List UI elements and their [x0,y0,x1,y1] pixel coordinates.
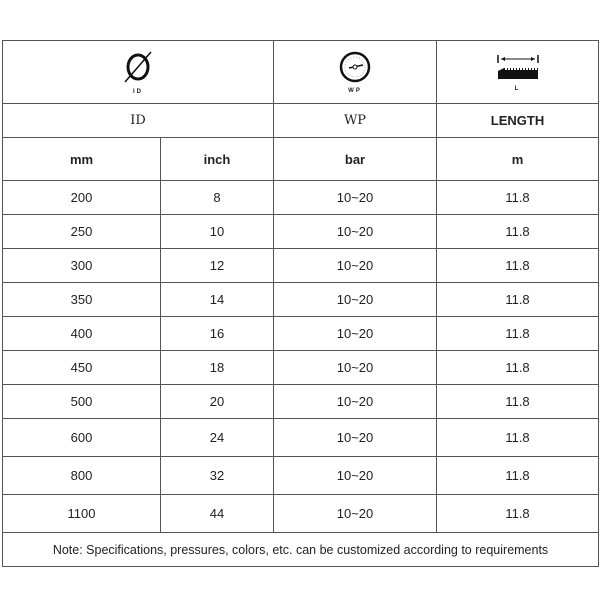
table-row [3,317,599,351]
unit-inch: inch [161,138,274,181]
cell-m: 11.8 [437,283,599,317]
ruler-length-icon [496,53,540,81]
cell-inch: 14 [161,283,274,317]
id-icon-cell [3,41,274,104]
cell-mm: 400 [3,317,161,351]
cell-bar: 10~20 [274,215,437,249]
cell-inch: 10 [161,215,274,249]
cell-inch: 24 [161,419,274,457]
table-row [3,249,599,283]
cell-m: 11.8 [437,457,599,495]
table-row [3,385,599,419]
cell-bar: 10~20 [274,495,437,533]
note-text: Note: Specifications, pressures, colors, etc. can be customized according to requirements [3,533,599,567]
cell-bar: 10~20 [274,457,437,495]
note-row [3,533,599,567]
table-row [3,283,599,317]
cell-inch: 12 [161,249,274,283]
unit-mm: mm [3,138,161,181]
length-icon-caption: L [514,85,521,92]
unit-bar: bar [274,138,437,181]
cell-mm: 800 [3,457,161,495]
diameter-icon [121,50,155,84]
cell-mm: 500 [3,385,161,419]
wp-icon-caption: WP [348,87,362,94]
pressure-gauge-icon [339,51,371,83]
cell-inch: 20 [161,385,274,419]
cell-m: 11.8 [437,317,599,351]
cell-bar: 10~20 [274,419,437,457]
cell-inch: 16 [161,317,274,351]
cell-mm: 200 [3,181,161,215]
cell-m: 11.8 [437,249,599,283]
table-row [3,495,599,533]
cell-bar: 10~20 [274,385,437,419]
cell-mm: 450 [3,351,161,385]
cell-m: 11.8 [437,351,599,385]
wp-header: WP [274,104,437,138]
table-row [3,351,599,385]
wp-icon-cell [274,41,437,104]
icon-row [3,41,599,104]
table-row [3,457,599,495]
cell-mm: 350 [3,283,161,317]
unit-row [3,138,599,181]
spec-table [2,40,599,567]
cell-m: 11.8 [437,385,599,419]
cell-bar: 10~20 [274,249,437,283]
cell-inch: 18 [161,351,274,385]
cell-m: 11.8 [437,181,599,215]
cell-inch: 44 [161,495,274,533]
cell-m: 11.8 [437,495,599,533]
table-row [3,181,599,215]
length-header: LENGTH [437,104,599,138]
cell-bar: 10~20 [274,351,437,385]
table-row [3,419,599,457]
cell-mm: 600 [3,419,161,457]
cell-inch: 32 [161,457,274,495]
cell-inch: 8 [161,181,274,215]
length-icon-cell [437,41,599,104]
cell-mm: 300 [3,249,161,283]
cell-bar: 10~20 [274,317,437,351]
id-icon-caption: ID [133,88,143,95]
cell-mm: 1100 [3,495,161,533]
cell-bar: 10~20 [274,181,437,215]
cell-mm: 250 [3,215,161,249]
cell-bar: 10~20 [274,283,437,317]
cell-m: 11.8 [437,419,599,457]
id-header: ID [3,104,274,138]
cell-m: 11.8 [437,215,599,249]
unit-m: m [437,138,599,181]
table-row [3,215,599,249]
header-row [3,104,599,138]
